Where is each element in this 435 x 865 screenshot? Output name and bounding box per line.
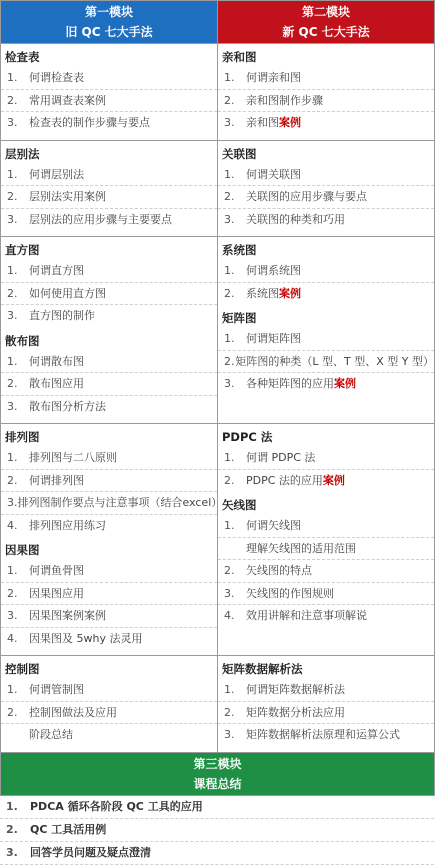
- item-label: 亲和图制作步骤: [246, 93, 323, 107]
- topic-title: 散布图: [5, 333, 40, 348]
- item-text: [29, 186, 217, 208]
- left-block-3: [1, 237, 218, 424]
- item-text: [246, 560, 434, 582]
- module1-subtitle: 旧 QC 七大手法: [65, 25, 153, 39]
- list-item: [1, 604, 217, 627]
- item-label: 系统图: [246, 286, 279, 300]
- item-text: [246, 724, 434, 746]
- list-item: [218, 350, 434, 373]
- item-number: 1.: [224, 71, 235, 84]
- item-number: 2.: [7, 586, 18, 600]
- topic-title: 直方图: [5, 243, 40, 257]
- topic-title: 亲和图: [222, 50, 257, 64]
- item-label: 何谓亲和图: [246, 71, 301, 84]
- item-text: [29, 605, 217, 627]
- list-item: [218, 328, 434, 350]
- item-text: [29, 112, 217, 134]
- item-text: [235, 351, 434, 373]
- item-label: 何谓鱼骨图: [29, 564, 84, 577]
- item-number: 1.: [7, 167, 18, 181]
- item-label: 各种矩阵图的应用: [246, 377, 334, 390]
- item-text: [29, 470, 217, 492]
- list-item: [218, 559, 434, 582]
- list-item: [1, 282, 217, 305]
- item-number: 3.: [224, 212, 235, 226]
- item-number: 2.: [224, 286, 235, 300]
- item-number: 2.: [224, 354, 235, 368]
- item-number: 2.: [7, 705, 18, 719]
- item-number: 3.: [7, 116, 18, 129]
- item-label: 层别法实用案例: [29, 190, 106, 203]
- item-text: [29, 373, 217, 395]
- topic-section: [1, 240, 217, 327]
- list-item: [1, 447, 217, 469]
- module3-title: 第三模块: [193, 756, 242, 771]
- list-item: [218, 582, 434, 605]
- list-item: [1, 701, 217, 724]
- item-label: 常用调查表案例: [29, 93, 106, 107]
- item-label: 控制图做法及应用: [29, 705, 117, 719]
- case-highlight: 案例: [279, 286, 301, 300]
- summary-text: 回答学员问题及疑点澄清: [30, 845, 151, 859]
- item-text: [246, 702, 434, 724]
- item-text: [29, 260, 217, 282]
- list-item: [1, 469, 217, 492]
- item-number: 1.: [7, 264, 18, 277]
- topic-section: [218, 427, 434, 491]
- item-label: 检查表的制作步骤与要点: [29, 116, 150, 129]
- item-number: 2.: [7, 286, 18, 300]
- topic-title: 层别法: [5, 146, 40, 161]
- list-item: [1, 723, 217, 746]
- item-label: 何谓直方图: [29, 264, 84, 277]
- item-label: 因果图及 5why 法灵用: [29, 631, 143, 645]
- case-highlight: 案例: [279, 116, 301, 129]
- list-item: [218, 208, 434, 231]
- list-item: [218, 679, 434, 701]
- item-label: 关联图的种类和巧用: [246, 212, 345, 226]
- item-text: [29, 90, 217, 112]
- topic-title: 排列图: [5, 430, 40, 444]
- item-number: 3.: [224, 377, 235, 390]
- item-number: [1, 724, 29, 746]
- item-number: 3.: [7, 609, 18, 622]
- topic-section: [218, 495, 434, 627]
- item-number: 1.: [7, 564, 18, 577]
- item-text: [246, 679, 434, 701]
- item-number: 4.: [7, 631, 18, 645]
- right-block-3: [218, 237, 435, 424]
- item-text: [246, 164, 434, 186]
- item-text: [29, 67, 217, 89]
- module2-subtitle: 新 QC 七大手法: [282, 25, 370, 39]
- list-item: [218, 447, 434, 469]
- item-text: [246, 373, 434, 395]
- item-text: [246, 515, 434, 537]
- item-number: 2.: [224, 473, 235, 487]
- item-label: 何谓关联图: [246, 167, 301, 181]
- topic-section: [218, 659, 434, 746]
- item-number: 1.: [7, 354, 18, 368]
- list-item: [1, 514, 217, 537]
- item-number: 3.: [224, 728, 235, 741]
- item-text: [29, 305, 217, 327]
- item-text: [246, 209, 434, 231]
- list-item: [1, 185, 217, 208]
- item-label: 何谓系统图: [246, 264, 301, 277]
- item-label: 如何使用直方图: [29, 286, 106, 300]
- item-number: 1.: [224, 451, 235, 464]
- topic-title: 检查表: [5, 50, 40, 64]
- item-label: 因果图案例案例: [29, 609, 106, 622]
- list-item: [218, 537, 434, 560]
- summary-list: [0, 796, 434, 865]
- summary-number: 3.: [6, 845, 18, 859]
- item-text: [246, 67, 434, 89]
- list-item: [218, 515, 434, 537]
- item-number: 1.: [224, 167, 235, 181]
- list-item: [218, 469, 434, 492]
- list-item: [218, 89, 434, 112]
- item-text: [29, 583, 217, 605]
- item-text: [246, 186, 434, 208]
- item-label: 直方图的制作: [29, 309, 95, 322]
- summary-item: [0, 842, 434, 865]
- list-item: [1, 582, 217, 605]
- case-highlight: 案例: [334, 377, 356, 390]
- item-label: 散布图应用: [29, 377, 84, 390]
- topic-title: PDPC 法: [222, 430, 273, 444]
- item-label: 何谓层别法: [29, 167, 84, 181]
- item-number: 2.: [224, 190, 235, 203]
- list-item: [1, 560, 217, 582]
- item-label: 何谓矢线图: [246, 519, 301, 532]
- item-label: PDPC 法的应用: [246, 473, 323, 487]
- item-number: 2.: [7, 473, 18, 487]
- item-text: [29, 560, 217, 582]
- item-number: 2.: [7, 190, 18, 203]
- topic-section: [218, 144, 434, 231]
- topic-section: [1, 331, 217, 418]
- item-text: [246, 283, 434, 305]
- item-text: [246, 447, 434, 469]
- summary-item: [0, 796, 434, 819]
- item-label: 何谓 PDPC 法: [246, 451, 316, 464]
- item-text: [29, 396, 217, 418]
- item-number: 2.: [7, 93, 18, 107]
- left-block-2: [1, 140, 218, 237]
- list-item: [1, 351, 217, 373]
- item-text: [246, 260, 434, 282]
- item-label: 矩阵图的种类（L 型、T 型、X 型 Y 型）: [235, 354, 434, 368]
- list-item: [1, 679, 217, 701]
- module3-header: [1, 752, 435, 795]
- item-text: [29, 724, 217, 746]
- list-item: [218, 372, 434, 395]
- summary-number: 2.: [6, 822, 18, 836]
- list-item: [1, 208, 217, 231]
- list-item: [218, 164, 434, 186]
- item-number: 3.: [7, 496, 18, 509]
- item-label: 矢线图的作图规则: [246, 586, 334, 600]
- item-number: 2.: [224, 93, 235, 107]
- list-item: [1, 164, 217, 186]
- item-label: 矩阵数据解析法原理和运算公式: [246, 728, 400, 741]
- item-label: 何谓检查表: [29, 71, 84, 84]
- module1-header: [1, 1, 218, 44]
- item-label: 排列图应用练习: [29, 518, 106, 532]
- list-item: [218, 282, 434, 305]
- topic-section: [1, 47, 217, 134]
- item-text: [246, 90, 434, 112]
- item-label: 理解矢线图的适用范围: [246, 541, 356, 555]
- item-number: 3.: [224, 586, 235, 600]
- item-text: [246, 538, 434, 560]
- item-label: 效用讲解和注意事项解说: [246, 609, 367, 622]
- item-label: 何谓矩阵图: [246, 332, 301, 345]
- module2-header: [218, 1, 435, 44]
- item-label: 关联图的应用步骤与要点: [246, 190, 367, 203]
- item-label: 何谓管制图: [29, 683, 84, 696]
- topic-section: [1, 659, 217, 746]
- summary-text: PDCA 循环各阶段 QC 工具的应用: [30, 799, 203, 813]
- list-item: [1, 491, 223, 514]
- topic-section: [1, 427, 223, 536]
- item-text: [29, 702, 217, 724]
- left-block-5: [1, 656, 218, 753]
- item-number: 1.: [224, 332, 235, 345]
- item-number: 3.: [7, 212, 18, 226]
- item-text: [246, 112, 434, 134]
- item-text: [29, 164, 217, 186]
- list-item: [218, 701, 434, 724]
- right-block-5: [218, 656, 435, 753]
- item-label: 矢线图的特点: [246, 564, 312, 577]
- topic-title: 系统图: [222, 243, 257, 257]
- left-block-1: [1, 44, 218, 141]
- item-text: [29, 679, 217, 701]
- right-block-4: [218, 424, 435, 656]
- item-number: 4.: [224, 609, 235, 622]
- topic-title: 矩阵数据解析法: [222, 662, 303, 676]
- item-text: [246, 470, 434, 492]
- item-text: [29, 283, 217, 305]
- item-text: [29, 351, 217, 373]
- item-number: 1.: [224, 519, 235, 532]
- item-number: 4.: [7, 518, 18, 532]
- item-number: [218, 538, 246, 560]
- item-number: 3.: [7, 309, 18, 322]
- module3-subtitle: 课程总结: [193, 776, 242, 791]
- list-item: [218, 260, 434, 282]
- item-label: 排列图制作要点与注意事项（结合excel）: [17, 496, 223, 509]
- list-item: [218, 185, 434, 208]
- topic-title: 关联图: [222, 146, 257, 161]
- item-number: 1.: [224, 683, 235, 696]
- item-number: 2.: [224, 564, 235, 577]
- item-number: 1.: [7, 451, 18, 464]
- list-item: [218, 111, 434, 134]
- topic-title: 因果图: [5, 543, 40, 557]
- item-text: [18, 492, 223, 514]
- list-item: [1, 304, 217, 327]
- item-number: 1.: [7, 71, 18, 84]
- topic-title: 控制图: [5, 662, 40, 676]
- list-item: [1, 395, 217, 418]
- item-text: [246, 583, 434, 605]
- topic-section: [218, 308, 434, 395]
- topic-section: [1, 144, 217, 231]
- summary-item: [0, 819, 434, 842]
- item-label: 何谓矩阵数据解析法: [246, 683, 345, 696]
- topic-section: [218, 47, 434, 134]
- list-item: [1, 111, 217, 134]
- item-label: 阶段总结: [29, 728, 73, 741]
- item-number: 1.: [224, 264, 235, 277]
- item-text: [29, 628, 217, 650]
- list-item: [218, 67, 434, 89]
- topic-section: [1, 540, 217, 649]
- item-text: [29, 515, 217, 537]
- item-number: 3.: [224, 116, 235, 129]
- item-number: 2.: [7, 377, 18, 390]
- list-item: [1, 89, 217, 112]
- item-text: [246, 605, 434, 627]
- item-label: 因果图应用: [29, 586, 84, 600]
- item-label: 排列图与二八原则: [29, 451, 117, 464]
- right-block-1: [218, 44, 435, 141]
- module1-title: 第一模块: [84, 5, 133, 19]
- module2-title: 第二模块: [301, 5, 350, 19]
- list-item: [218, 604, 434, 627]
- summary-number: 1.: [6, 799, 18, 813]
- item-label: 亲和图: [246, 116, 279, 129]
- item-text: [29, 209, 217, 231]
- list-item: [1, 67, 217, 89]
- item-label: 何谓散布图: [29, 354, 84, 368]
- item-label: 何谓排列图: [29, 473, 84, 487]
- item-label: 散布图分析方法: [29, 399, 106, 413]
- item-number: 1.: [7, 683, 18, 696]
- item-text: [246, 328, 434, 350]
- list-item: [1, 627, 217, 650]
- list-item: [1, 260, 217, 282]
- item-text: [29, 447, 217, 469]
- list-item: [1, 372, 217, 395]
- right-block-2: [218, 140, 435, 237]
- case-highlight: 案例: [322, 473, 345, 487]
- item-number: 3.: [7, 399, 18, 413]
- item-label: 矩阵数据分析法应用: [246, 705, 345, 719]
- list-item: [218, 723, 434, 746]
- topic-title: 矢线图: [222, 498, 257, 512]
- topic-title: 矩阵图: [222, 311, 257, 325]
- left-block-4: [1, 424, 223, 656]
- item-label: 层别法的应用步骤与主要要点: [29, 212, 172, 226]
- summary-text: QC 工具活用例: [30, 822, 107, 836]
- topic-section: [218, 240, 434, 304]
- item-number: 2.: [224, 705, 235, 719]
